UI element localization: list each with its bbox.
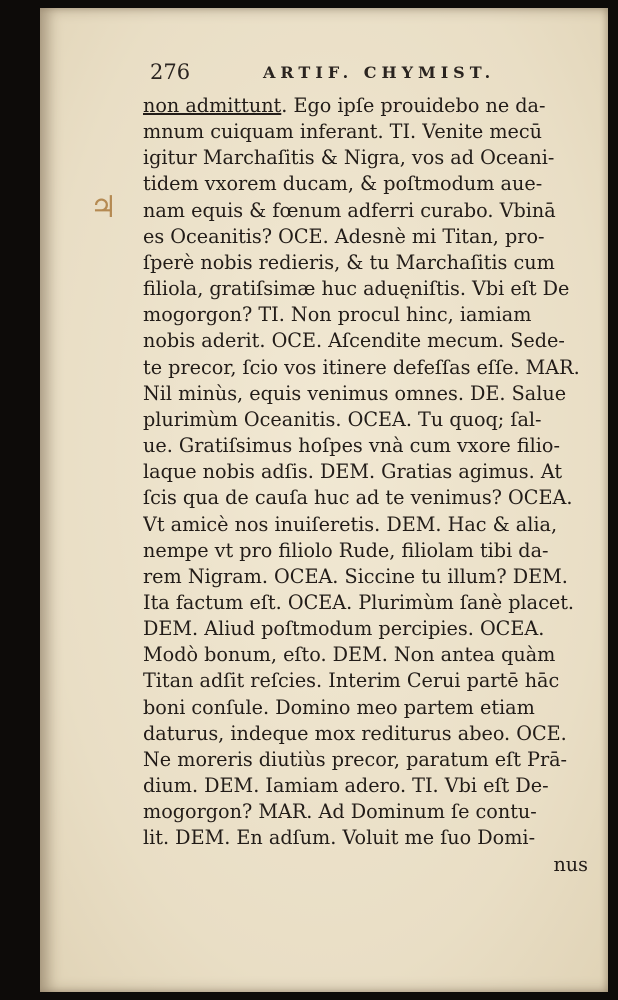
text-line: DEM. Aliud poſtmodum percipies. OCEA. (143, 617, 545, 641)
text-line: te precor, ſcio vos itinere defeſſas eſſe. MAR. (143, 355, 580, 379)
text-line: filiola, gratiſsimæ huc aduęniſtis. Vbi eſt De (143, 277, 570, 301)
text-line: ue. Gratiſsimus hoſpes vnà cum vxore filio- (143, 434, 560, 458)
text-line: Modò bonum, eſto. DEM. Non antea quàm (143, 643, 556, 667)
catchword: nus (553, 852, 588, 876)
text-line: nam equis & fœnum adferri curabo. Vbinā (143, 198, 556, 222)
text-line: lit. DEM. En adſum. Voluit me ſuo Domi- (143, 826, 536, 850)
text-line: igitur Marchaſitis & Nigra, vos ad Oceani- (143, 146, 555, 170)
text-line: es Oceanitis? OCE. Adesnè mi Titan, pro- (143, 224, 545, 248)
text-line: plurimùm Oceanitis. OCEA. Tu quoq; ſal- (143, 407, 542, 431)
text-line: nobis aderit. OCE. Aſcendite mecum. Sede- (143, 329, 565, 353)
text-line: dium. DEM. Iamiam adero. TI. Vbi eſt De- (143, 774, 549, 798)
text-line (143, 93, 588, 119)
text-line: ſperè nobis redieris, & tu Marchaſitis cum (143, 250, 555, 274)
text-line: Titan adſit reſcies. Interim Cerui partē hāc (143, 669, 560, 693)
text-line: nempe vt pro filiolo Rude, filiolam tibi da- (143, 538, 549, 562)
text-line: laque nobis adſis. DEM. Gratias agimus. At (143, 460, 563, 484)
book-page (40, 8, 608, 992)
text-line: mogorgon? TI. Non procul hinc, iamiam (143, 303, 532, 327)
text-line: ſcis qua de cauſa huc ad te venimus? OCEA. (143, 486, 573, 510)
text-line: Ne moreris diutiùs precor, paratum eſt Prā- (143, 747, 568, 771)
first-words: non admittunt (143, 94, 282, 117)
running-title: ARTIF. CHYMIST. (263, 63, 496, 82)
first-line-rest: . Ego ipſe prouidebo ne da- (281, 94, 546, 117)
text-line: boni conſule. Domino meo partem etiam (143, 695, 535, 719)
page-number: 276 (150, 60, 191, 84)
text-line: Ita factum eſt. OCEA. Plurimùm ſanè placet. (143, 590, 574, 614)
text-line: Vt amicè nos inuiſeretis. DEM. Hac & alia, (143, 512, 558, 536)
text-line: rem Nigram. OCEA. Siccine tu illum? DEM. (143, 564, 568, 588)
margin-note: ♃ (90, 190, 117, 225)
text-line: Nil minùs, equis venimus omnes. DE. Salue (143, 381, 567, 405)
text-line: mnum cuiquam inferant. TI. Venite mecū (143, 120, 542, 144)
text-line: daturus, indeque mox rediturus abeo. OCE. (143, 721, 567, 745)
text-line: tidem vxorem ducam, & poſtmodum aue- (143, 172, 543, 196)
body-text (143, 93, 588, 878)
text-line: mogorgon? MAR. Ad Dominum ſe contu- (143, 800, 537, 824)
